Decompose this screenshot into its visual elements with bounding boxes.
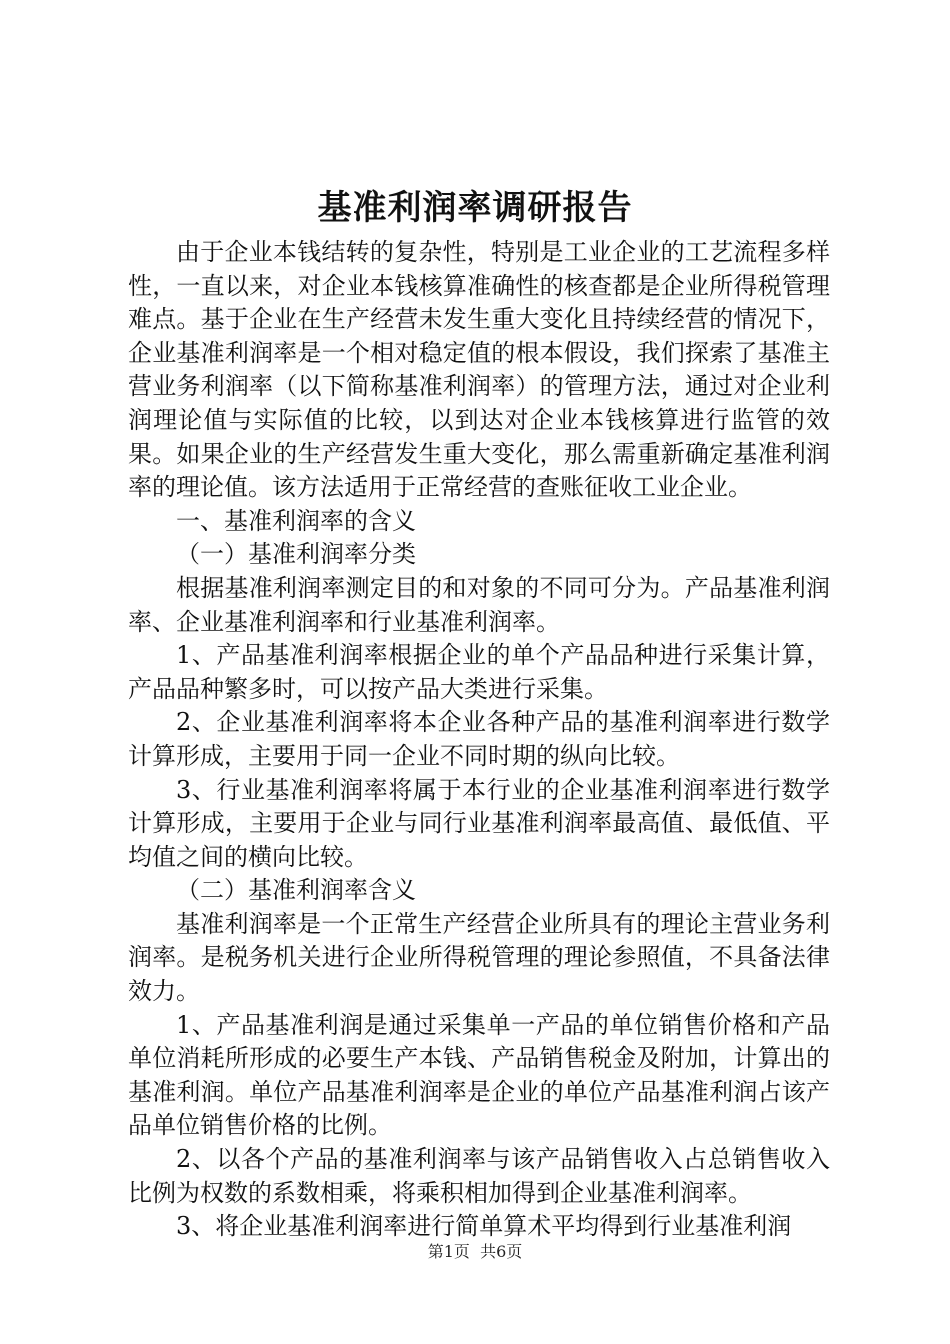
list-item: 1、产品基准利润率根据企业的单个产品品种进行采集计算，产品品种繁多时，可以按产品大类进行采集。 (128, 641, 830, 703)
list-item: 2、企业基准利润率将本企业各种产品的基准利润率进行数学计算形成，主要用于同一企业不同时期的纵向比较。 (128, 708, 830, 770)
document-title: 基准利润率调研报告 (317, 188, 633, 228)
list-item: 3、将企业基准利润率进行简单算术平均得到行业基准利润 (176, 1212, 792, 1241)
page-total: 共6页 (480, 1242, 523, 1261)
list-item: 1、产品基准利润是通过采集单一产品的单位销售价格和产品单位消耗所形成的必要生产本钱、产品销售税金及附加，计算出的基准利润。单位产品基准利润率是企业的单位产品基准利润占该产品单位销售价格的比例。 (128, 1010, 830, 1140)
paragraph: 基准利润率是一个正常生产经营企业所具有的理论主营业务利润率。是税务机关进行企业所得税管理的理论参照值，不具备法律效力。 (128, 909, 830, 1006)
list-item: 2、以各个产品的基准利润率与该产品销售收入占总销售收入比例为权数的系数相乘，将乘积相加得到企业基准利润率。 (128, 1145, 830, 1207)
section-heading-1: 一、基准利润率的含义 (176, 506, 416, 535)
paragraph: 根据基准利润率测定目的和对象的不同可分为。产品基准利润率、企业基准利润率和行业基准利润率。 (128, 573, 830, 636)
subsection-heading-1-1: （一）基准利润率分类 (176, 540, 416, 569)
page-number: 第1页 (427, 1242, 470, 1261)
page-footer (0, 1240, 950, 1264)
paragraph-intro: 由于企业本钱结转的复杂性，特别是工业企业的工艺流程多样性，一直以来，对企业本钱核算准确性的核查都是企业所得税管理难点。基于企业在生产经营未发生重大变化且持续经营的情况下，企业基准利润率是一个相对稳定值的根本假设，我们探索了基准主营业务利润率（以下简称基准利润率）的管理方法，通过对企业利润理论值与实际值的比较，以到达对企业本钱核算进行监管的效果。如果企业的生产经营发生重大变化，那么需重新确定基准利润率的理论值。该方法适用于正常经营的查账征收工业企业。 (128, 238, 830, 502)
document-body (128, 236, 830, 1244)
subsection-heading-1-2: （二）基准利润率含义 (176, 876, 416, 905)
list-item: 3、行业基准利润率将属于本行业的企业基准利润率进行数学计算形成，主要用于企业与同行业基准利润率最高值、最低值、平均值之间的横向比较。 (128, 775, 830, 871)
